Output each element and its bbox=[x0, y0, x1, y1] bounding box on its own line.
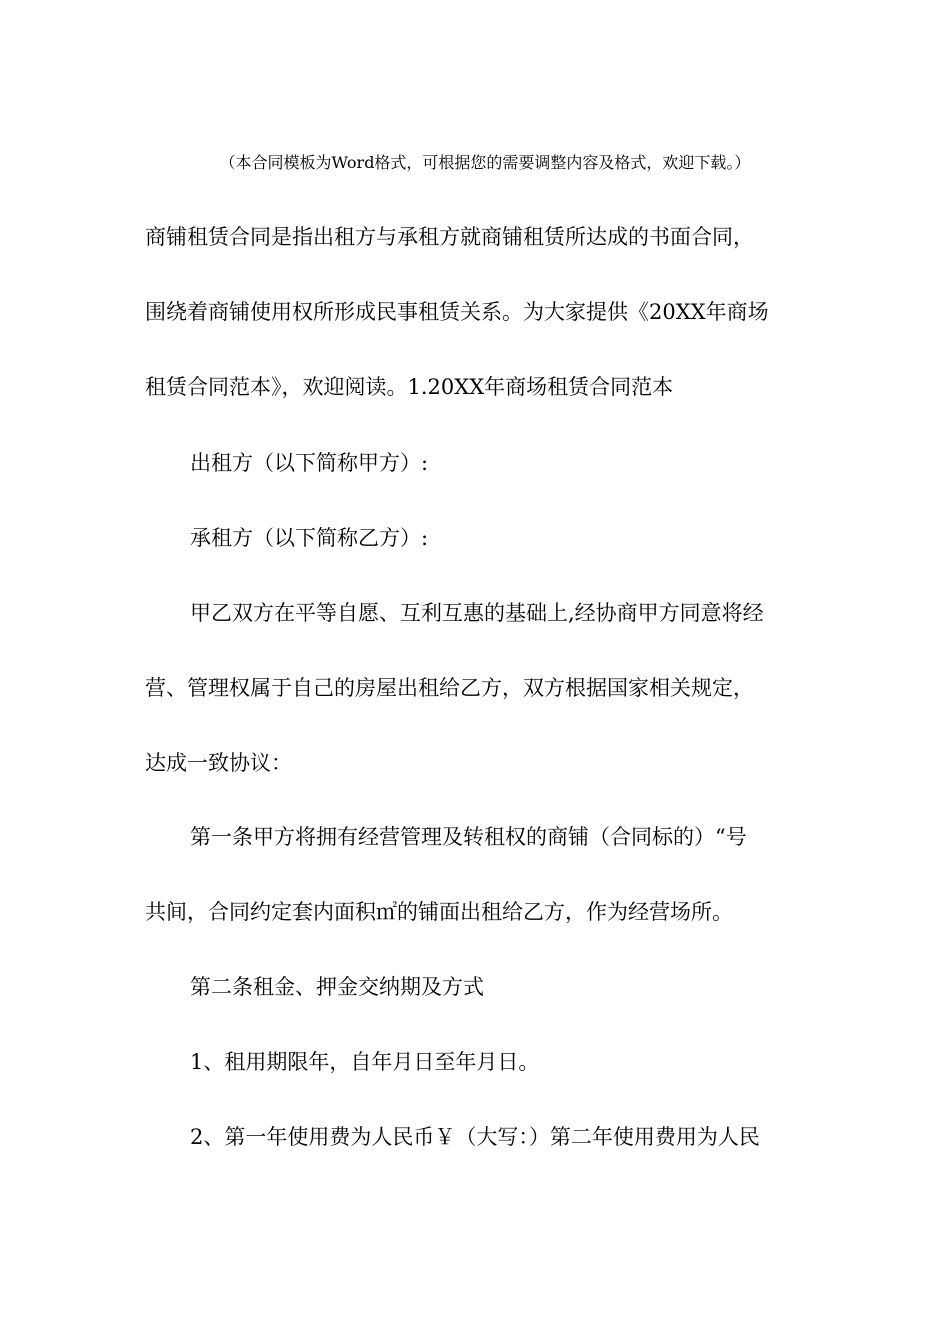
lessor-line: 出租方（以下简称甲方）: bbox=[190, 451, 429, 475]
agreement-line-3: 达成一致协议： bbox=[145, 751, 292, 775]
template-note: （本合同模板为Word格式，可根据您的需要调整内容及格式，欢迎下载。） bbox=[219, 153, 751, 172]
article-2-item-2: 2、第一年使用费为人民币￥（大写：）第二年使用费用为人民 bbox=[190, 1125, 760, 1149]
agreement-line-2: 营、管理权属于自己的房屋出租给乙方，双方根据国家相关规定， bbox=[145, 676, 754, 700]
paragraph-line-3: 租赁合同范本》，欢迎阅读。1.20XX年商场租赁合同范本 bbox=[145, 375, 674, 399]
lessee-line: 承租方（以下简称乙方）: bbox=[190, 526, 429, 550]
agreement-line-1: 甲乙双方在平等自愿、互利互惠的基础上,经协商甲方同意将经 bbox=[190, 601, 764, 625]
article-1-line-2: 共间，合同约定套内面积㎡的铺面出租给乙方，作为经营场所。 bbox=[145, 900, 733, 924]
paragraph-line-1: 商铺租赁合同是指出租方与承租方就商铺租赁所达成的书面合同， bbox=[145, 225, 754, 249]
article-2-item-1: 1、租用期限年，自年月日至年月日。 bbox=[190, 1050, 540, 1074]
article-1-line-1: 第一条甲方将拥有经营管理及转租权的商铺（合同标的）“号 bbox=[190, 825, 747, 849]
paragraph-line-2: 围绕着商铺使用权所形成民事租赁关系。为大家提供《20XX年商场 bbox=[145, 300, 769, 324]
article-2-heading: 第二条租金、押金交纳期及方式 bbox=[190, 975, 484, 999]
